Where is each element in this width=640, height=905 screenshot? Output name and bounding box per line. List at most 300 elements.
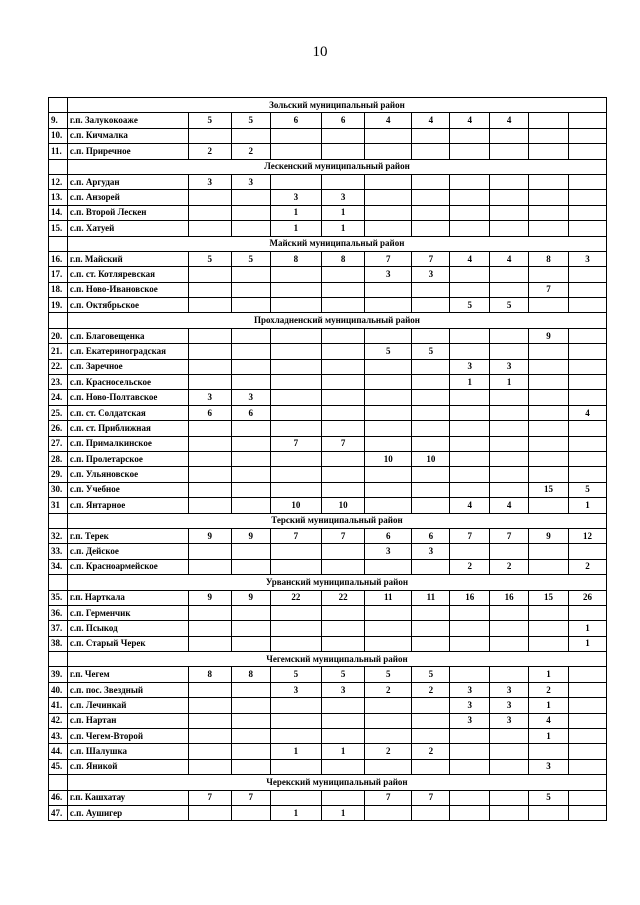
value-cell: 2 <box>412 744 450 759</box>
value-cell <box>188 359 231 374</box>
value-cell: 1 <box>529 667 569 682</box>
value-cell <box>412 359 450 374</box>
value-cell: 1 <box>322 744 365 759</box>
value-cell <box>270 390 321 405</box>
value-cell <box>365 359 412 374</box>
value-cell: 7 <box>188 790 231 805</box>
section-header-row <box>49 313 607 328</box>
value-cell: 4 <box>490 498 529 513</box>
section-title: Прохладненский муниципальный район <box>67 313 606 328</box>
row-number: 33. <box>49 544 68 559</box>
value-cell <box>365 375 412 390</box>
settlement-name: с.п. Хатуей <box>67 221 188 236</box>
value-cell: 7 <box>412 251 450 266</box>
value-cell <box>568 713 606 728</box>
value-cell <box>188 605 231 620</box>
table-row <box>49 667 607 682</box>
value-cell <box>270 421 321 436</box>
value-cell <box>450 621 490 636</box>
value-cell <box>188 682 231 697</box>
value-cell <box>231 205 270 220</box>
value-cell: 4 <box>450 251 490 266</box>
value-cell <box>270 636 321 651</box>
table-row <box>49 790 607 805</box>
value-cell <box>365 621 412 636</box>
value-cell <box>270 713 321 728</box>
value-cell <box>490 805 529 820</box>
value-cell <box>231 267 270 282</box>
value-cell <box>529 467 569 482</box>
value-cell <box>490 344 529 359</box>
row-number: 32. <box>49 528 68 543</box>
value-cell <box>270 267 321 282</box>
value-cell <box>188 190 231 205</box>
value-cell <box>568 698 606 713</box>
value-cell <box>490 436 529 451</box>
value-cell <box>568 144 606 159</box>
value-cell <box>365 729 412 744</box>
value-cell <box>322 282 365 297</box>
value-cell <box>270 128 321 143</box>
value-cell <box>490 390 529 405</box>
value-cell: 1 <box>568 498 606 513</box>
value-cell <box>529 498 569 513</box>
value-cell <box>270 482 321 497</box>
section-number-cell <box>49 236 68 251</box>
value-cell: 12 <box>568 528 606 543</box>
table-row <box>49 590 607 605</box>
value-cell <box>412 713 450 728</box>
value-cell: 3 <box>412 267 450 282</box>
value-cell <box>270 328 321 343</box>
value-cell <box>270 621 321 636</box>
value-cell: 2 <box>188 144 231 159</box>
value-cell: 5 <box>365 667 412 682</box>
value-cell <box>412 205 450 220</box>
row-number: 31 <box>49 498 68 513</box>
value-cell <box>529 267 569 282</box>
value-cell <box>568 375 606 390</box>
value-cell: 15 <box>529 590 569 605</box>
value-cell: 3 <box>365 544 412 559</box>
value-cell <box>231 190 270 205</box>
value-cell <box>529 190 569 205</box>
row-number: 11. <box>49 144 68 159</box>
value-cell <box>188 205 231 220</box>
value-cell <box>231 359 270 374</box>
value-cell <box>270 359 321 374</box>
value-cell <box>568 205 606 220</box>
settlement-name: с.п. Красносельское <box>67 375 188 390</box>
value-cell: 1 <box>450 375 490 390</box>
value-cell <box>365 174 412 189</box>
value-cell: 10 <box>412 451 450 466</box>
table-row <box>49 559 607 574</box>
value-cell <box>231 467 270 482</box>
table-row <box>49 282 607 297</box>
value-cell <box>568 328 606 343</box>
value-cell: 1 <box>322 805 365 820</box>
value-cell: 9 <box>231 528 270 543</box>
value-cell <box>529 390 569 405</box>
table-row <box>49 436 607 451</box>
value-cell <box>450 729 490 744</box>
value-cell <box>568 390 606 405</box>
value-cell <box>231 544 270 559</box>
settlement-name: г.п. Нарткала <box>67 590 188 605</box>
value-cell <box>365 805 412 820</box>
value-cell <box>365 467 412 482</box>
settlement-name: г.п. Терек <box>67 528 188 543</box>
value-cell <box>322 421 365 436</box>
value-cell: 15 <box>529 482 569 497</box>
value-cell <box>412 467 450 482</box>
value-cell <box>450 421 490 436</box>
value-cell: 2 <box>568 559 606 574</box>
value-cell <box>188 713 231 728</box>
value-cell <box>188 467 231 482</box>
value-cell <box>568 759 606 774</box>
value-cell: 3 <box>490 713 529 728</box>
value-cell <box>529 113 569 128</box>
section-title: Зольский муниципальный район <box>67 98 606 113</box>
value-cell <box>568 113 606 128</box>
value-cell <box>529 559 569 574</box>
section-number-cell <box>49 575 68 590</box>
value-cell: 1 <box>322 205 365 220</box>
value-cell <box>529 436 569 451</box>
value-cell <box>365 390 412 405</box>
value-cell: 7 <box>490 528 529 543</box>
value-cell <box>568 128 606 143</box>
row-number: 23. <box>49 375 68 390</box>
value-cell <box>490 467 529 482</box>
value-cell <box>490 729 529 744</box>
table-row <box>49 498 607 513</box>
value-cell: 3 <box>450 682 490 697</box>
value-cell: 7 <box>322 436 365 451</box>
row-number: 34. <box>49 559 68 574</box>
table-row <box>49 636 607 651</box>
table-row <box>49 174 607 189</box>
value-cell <box>365 498 412 513</box>
value-cell: 7 <box>365 790 412 805</box>
value-cell: 3 <box>450 698 490 713</box>
value-cell <box>188 128 231 143</box>
value-cell <box>231 759 270 774</box>
row-number: 44. <box>49 744 68 759</box>
value-cell: 3 <box>568 251 606 266</box>
value-cell <box>188 267 231 282</box>
table-row <box>49 221 607 236</box>
section-header-row <box>49 236 607 251</box>
value-cell <box>322 698 365 713</box>
value-cell: 9 <box>529 328 569 343</box>
value-cell <box>450 667 490 682</box>
value-cell: 11 <box>412 590 450 605</box>
value-cell <box>365 128 412 143</box>
value-cell: 10 <box>270 498 321 513</box>
value-cell: 3 <box>490 682 529 697</box>
value-cell <box>450 344 490 359</box>
value-cell <box>529 621 569 636</box>
section-header-row <box>49 652 607 667</box>
table-row <box>49 744 607 759</box>
value-cell <box>450 205 490 220</box>
value-cell <box>450 790 490 805</box>
value-cell <box>231 559 270 574</box>
value-cell: 3 <box>412 544 450 559</box>
value-cell: 5 <box>188 251 231 266</box>
value-cell: 16 <box>490 590 529 605</box>
table-row <box>49 328 607 343</box>
value-cell: 5 <box>231 251 270 266</box>
value-cell <box>365 436 412 451</box>
value-cell <box>322 544 365 559</box>
value-cell <box>490 267 529 282</box>
value-cell <box>231 636 270 651</box>
value-cell <box>568 174 606 189</box>
row-number: 13. <box>49 190 68 205</box>
value-cell <box>231 221 270 236</box>
value-cell: 5 <box>412 667 450 682</box>
value-cell: 10 <box>322 498 365 513</box>
settlement-name: с.п. Кичмалка <box>67 128 188 143</box>
value-cell: 3 <box>322 190 365 205</box>
value-cell: 7 <box>270 528 321 543</box>
value-cell <box>412 436 450 451</box>
section-header-row <box>49 575 607 590</box>
value-cell <box>412 144 450 159</box>
value-cell <box>412 221 450 236</box>
value-cell <box>231 621 270 636</box>
value-cell <box>365 405 412 420</box>
row-number: 40. <box>49 682 68 697</box>
value-cell: 3 <box>231 390 270 405</box>
value-cell <box>490 282 529 297</box>
value-cell: 5 <box>568 482 606 497</box>
value-cell: 7 <box>529 282 569 297</box>
settlement-name: с.п. Второй Лескен <box>67 205 188 220</box>
section-title: Майский муниципальный район <box>67 236 606 251</box>
value-cell: 2 <box>490 559 529 574</box>
settlement-name: с.п. Шалушка <box>67 744 188 759</box>
value-cell: 8 <box>231 667 270 682</box>
section-title: Урванский муниципальный район <box>67 575 606 590</box>
row-number: 27. <box>49 436 68 451</box>
value-cell <box>450 544 490 559</box>
value-cell <box>188 436 231 451</box>
row-number: 25. <box>49 405 68 420</box>
value-cell <box>490 621 529 636</box>
value-cell: 1 <box>529 729 569 744</box>
value-cell <box>365 205 412 220</box>
value-cell: 2 <box>412 682 450 697</box>
table-row <box>49 298 607 313</box>
value-cell <box>490 544 529 559</box>
table-row <box>49 451 607 466</box>
value-cell: 3 <box>529 759 569 774</box>
row-number: 16. <box>49 251 68 266</box>
value-cell <box>188 375 231 390</box>
settlement-name: с.п. Приречное <box>67 144 188 159</box>
value-cell <box>568 221 606 236</box>
value-cell: 1 <box>270 805 321 820</box>
value-cell: 3 <box>270 682 321 697</box>
value-cell <box>568 344 606 359</box>
row-number: 12. <box>49 174 68 189</box>
value-cell <box>412 390 450 405</box>
table-body <box>49 98 607 821</box>
value-cell <box>188 559 231 574</box>
settlement-name: с.п. Яникой <box>67 759 188 774</box>
value-cell <box>568 790 606 805</box>
value-cell <box>412 128 450 143</box>
table-row <box>49 359 607 374</box>
table-row <box>49 205 607 220</box>
value-cell: 2 <box>529 682 569 697</box>
value-cell: 2 <box>450 559 490 574</box>
settlement-name: с.п. ст. Приближная <box>67 421 188 436</box>
row-number: 43. <box>49 729 68 744</box>
value-cell <box>568 421 606 436</box>
table-row <box>49 375 607 390</box>
value-cell: 9 <box>188 590 231 605</box>
section-title: Лескенский муниципальный район <box>67 159 606 174</box>
row-number: 18. <box>49 282 68 297</box>
value-cell <box>188 282 231 297</box>
table-row <box>49 544 607 559</box>
value-cell <box>188 698 231 713</box>
value-cell <box>231 436 270 451</box>
value-cell: 5 <box>450 298 490 313</box>
value-cell <box>322 759 365 774</box>
value-cell <box>322 375 365 390</box>
value-cell: 9 <box>529 528 569 543</box>
value-cell <box>450 190 490 205</box>
row-number: 29. <box>49 467 68 482</box>
row-number: 47. <box>49 805 68 820</box>
value-cell <box>365 298 412 313</box>
value-cell <box>322 482 365 497</box>
value-cell <box>529 451 569 466</box>
value-cell <box>490 482 529 497</box>
value-cell: 7 <box>365 251 412 266</box>
value-cell: 1 <box>270 221 321 236</box>
value-cell <box>568 544 606 559</box>
value-cell <box>529 144 569 159</box>
table-row <box>49 759 607 774</box>
settlement-name: с.п. ст. Солдатская <box>67 405 188 420</box>
row-number: 35. <box>49 590 68 605</box>
value-cell <box>490 605 529 620</box>
section-title: Чегемский муниципальный район <box>67 652 606 667</box>
value-cell <box>490 759 529 774</box>
value-cell <box>568 805 606 820</box>
value-cell <box>231 344 270 359</box>
section-number-cell <box>49 159 68 174</box>
value-cell: 2 <box>365 682 412 697</box>
value-cell: 5 <box>529 790 569 805</box>
value-cell <box>270 605 321 620</box>
value-cell <box>231 482 270 497</box>
value-cell <box>450 467 490 482</box>
value-cell <box>270 298 321 313</box>
value-cell <box>412 174 450 189</box>
value-cell <box>231 451 270 466</box>
row-number: 21. <box>49 344 68 359</box>
settlement-name: с.п. Учебное <box>67 482 188 497</box>
value-cell <box>270 144 321 159</box>
value-cell <box>412 621 450 636</box>
value-cell: 4 <box>450 113 490 128</box>
section-header-row <box>49 775 607 790</box>
value-cell: 6 <box>231 405 270 420</box>
value-cell <box>412 482 450 497</box>
value-cell <box>412 375 450 390</box>
value-cell <box>450 221 490 236</box>
value-cell <box>365 328 412 343</box>
value-cell <box>231 729 270 744</box>
value-cell <box>450 144 490 159</box>
settlement-name: с.п. пос. Звездный <box>67 682 188 697</box>
row-number: 41. <box>49 698 68 713</box>
value-cell <box>365 221 412 236</box>
value-cell <box>188 421 231 436</box>
value-cell <box>412 298 450 313</box>
value-cell: 9 <box>188 528 231 543</box>
value-cell <box>568 451 606 466</box>
value-cell <box>231 682 270 697</box>
value-cell <box>270 174 321 189</box>
value-cell: 6 <box>365 528 412 543</box>
value-cell <box>490 205 529 220</box>
table-row <box>49 421 607 436</box>
value-cell <box>412 759 450 774</box>
value-cell <box>188 805 231 820</box>
value-cell <box>231 375 270 390</box>
settlement-name: г.п. Кашхатау <box>67 790 188 805</box>
value-cell <box>529 359 569 374</box>
value-cell: 7 <box>412 790 450 805</box>
value-cell <box>568 359 606 374</box>
value-cell <box>568 667 606 682</box>
value-cell: 1 <box>490 375 529 390</box>
value-cell <box>322 144 365 159</box>
section-number-cell <box>49 313 68 328</box>
value-cell <box>412 282 450 297</box>
value-cell <box>490 421 529 436</box>
table-row <box>49 805 607 820</box>
value-cell <box>231 282 270 297</box>
value-cell: 3 <box>490 359 529 374</box>
settlement-name: с.п. Чегем-Второй <box>67 729 188 744</box>
value-cell <box>188 498 231 513</box>
value-cell: 8 <box>322 251 365 266</box>
value-cell <box>365 605 412 620</box>
value-cell <box>188 328 231 343</box>
value-cell <box>231 605 270 620</box>
settlement-name: с.п. Ново-Полтавское <box>67 390 188 405</box>
value-cell <box>322 467 365 482</box>
row-number: 17. <box>49 267 68 282</box>
value-cell <box>568 729 606 744</box>
value-cell <box>365 636 412 651</box>
value-cell <box>365 144 412 159</box>
settlement-name: с.п. Заречное <box>67 359 188 374</box>
section-number-cell <box>49 775 68 790</box>
value-cell <box>490 128 529 143</box>
